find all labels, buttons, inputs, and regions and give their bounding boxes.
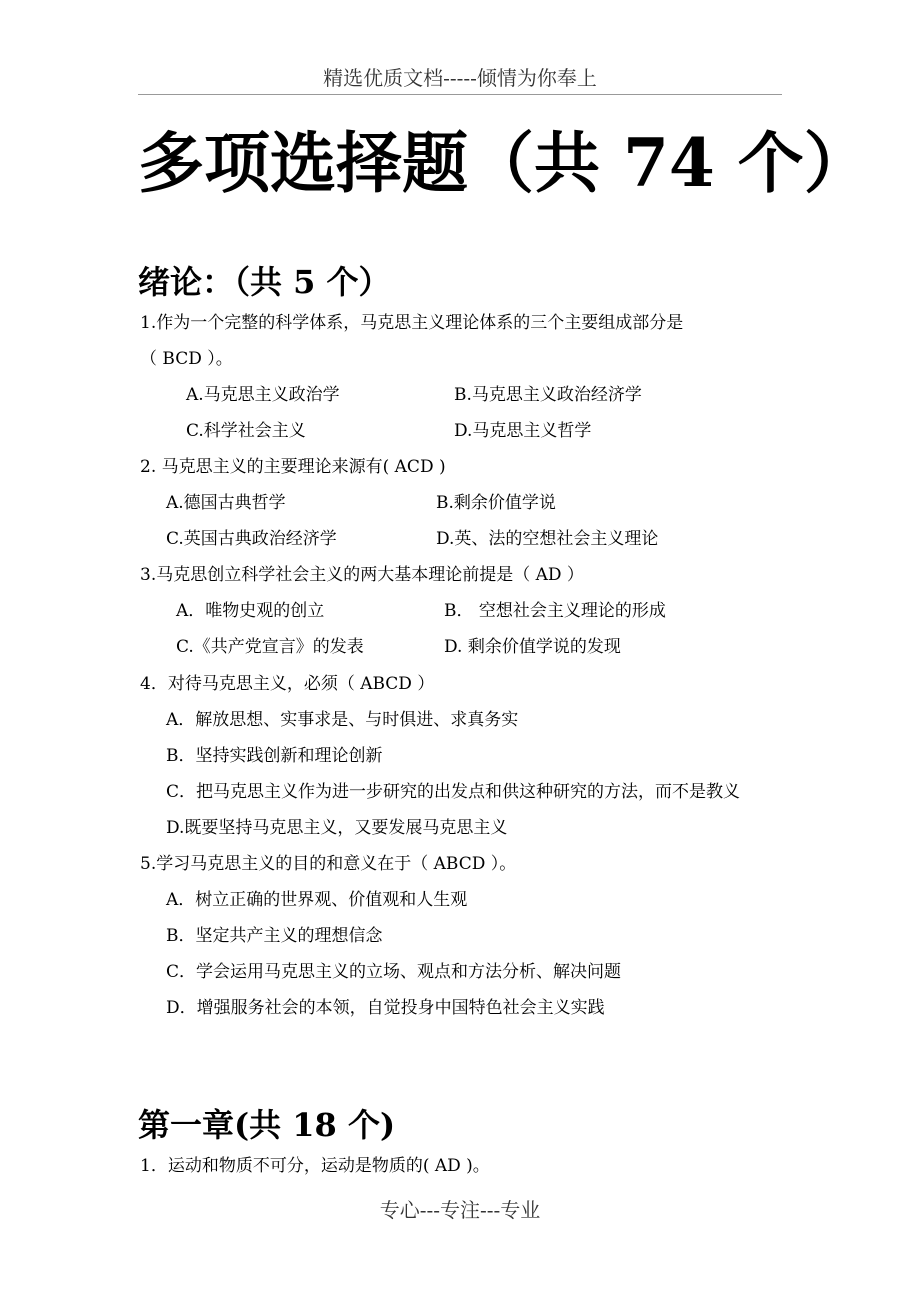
question-3-option-a: A．唯物史观的创立 (176, 601, 325, 621)
header-divider (138, 94, 782, 95)
chapter-1-question-1-stem: 1．运动和物质不可分，运动是物质的( AD )。 (140, 1156, 490, 1176)
question-4-stem: 4．对待马克思主义，必须（ ABCD ） (140, 674, 435, 694)
question-3-option-b: B． 空想社会主义理论的形成 (444, 601, 666, 621)
question-3-stem: 3.马克思创立科学社会主义的两大基本理论前提是（ AD ） (140, 565, 584, 585)
question-4-option-c: C．把马克思主义作为进一步研究的出发点和供这种研究的方法，而不是教义 (166, 782, 741, 802)
question-1-answer: （ BCD ）。 (140, 349, 233, 369)
page-footer: 专心---专注---专业 (379, 1198, 541, 1222)
question-1-option-d: D.马克思主义哲学 (454, 421, 592, 441)
question-4-option-b: B．坚持实践创新和理论创新 (166, 746, 383, 766)
question-5-option-d: D．增强服务社会的本领，自觉投身中国特色社会主义实践 (166, 998, 605, 1018)
question-4-option-d: D.既要坚持马克思主义，又要发展马克思主义 (166, 818, 508, 838)
question-1-option-b: B.马克思主义政治经济学 (454, 385, 642, 405)
question-5-option-c: C．学会运用马克思主义的立场、观点和方法分析、解决问题 (166, 962, 622, 982)
question-5-option-a: A．树立正确的世界观、价值观和人生观 (166, 890, 468, 910)
question-4-option-a: A．解放思想、实事求是、与时俱进、求真务实 (166, 710, 519, 730)
question-2-stem: 2. 马克思主义的主要理论来源有( ACD ) (140, 457, 446, 477)
question-1-option-a: A.马克思主义政治学 (186, 385, 340, 405)
question-5-option-b: B．坚定共产主义的理想信念 (166, 926, 383, 946)
question-2-option-c: C.英国古典政治经济学 (166, 529, 337, 549)
question-1-stem: 1.作为一个完整的科学体系，马克思主义理论体系的三个主要组成部分是 (140, 313, 684, 333)
question-3-option-d: D. 剩余价值学说的发现 (444, 637, 621, 657)
section-heading-chapter-1: 第一章(共 18 个) (138, 1106, 396, 1144)
page-header: 精选优质文档-----倾情为你奉上 (323, 66, 597, 90)
question-2-option-d: D.英、法的空想社会主义理论 (436, 529, 659, 549)
section-heading-intro: 绪论：（共 5 个） (138, 263, 391, 301)
question-1-option-c: C.科学社会主义 (186, 421, 306, 441)
document-title: 多项选择题（共 74 个） (138, 124, 870, 202)
question-5-stem: 5.学习马克思主义的目的和意义在于（ ABCD ）。 (140, 854, 517, 874)
question-3-option-c: C.《共产党宣言》的发表 (176, 637, 364, 657)
question-2-option-b: B.剩余价值学说 (436, 493, 556, 513)
question-2-option-a: A.德国古典哲学 (166, 493, 286, 513)
